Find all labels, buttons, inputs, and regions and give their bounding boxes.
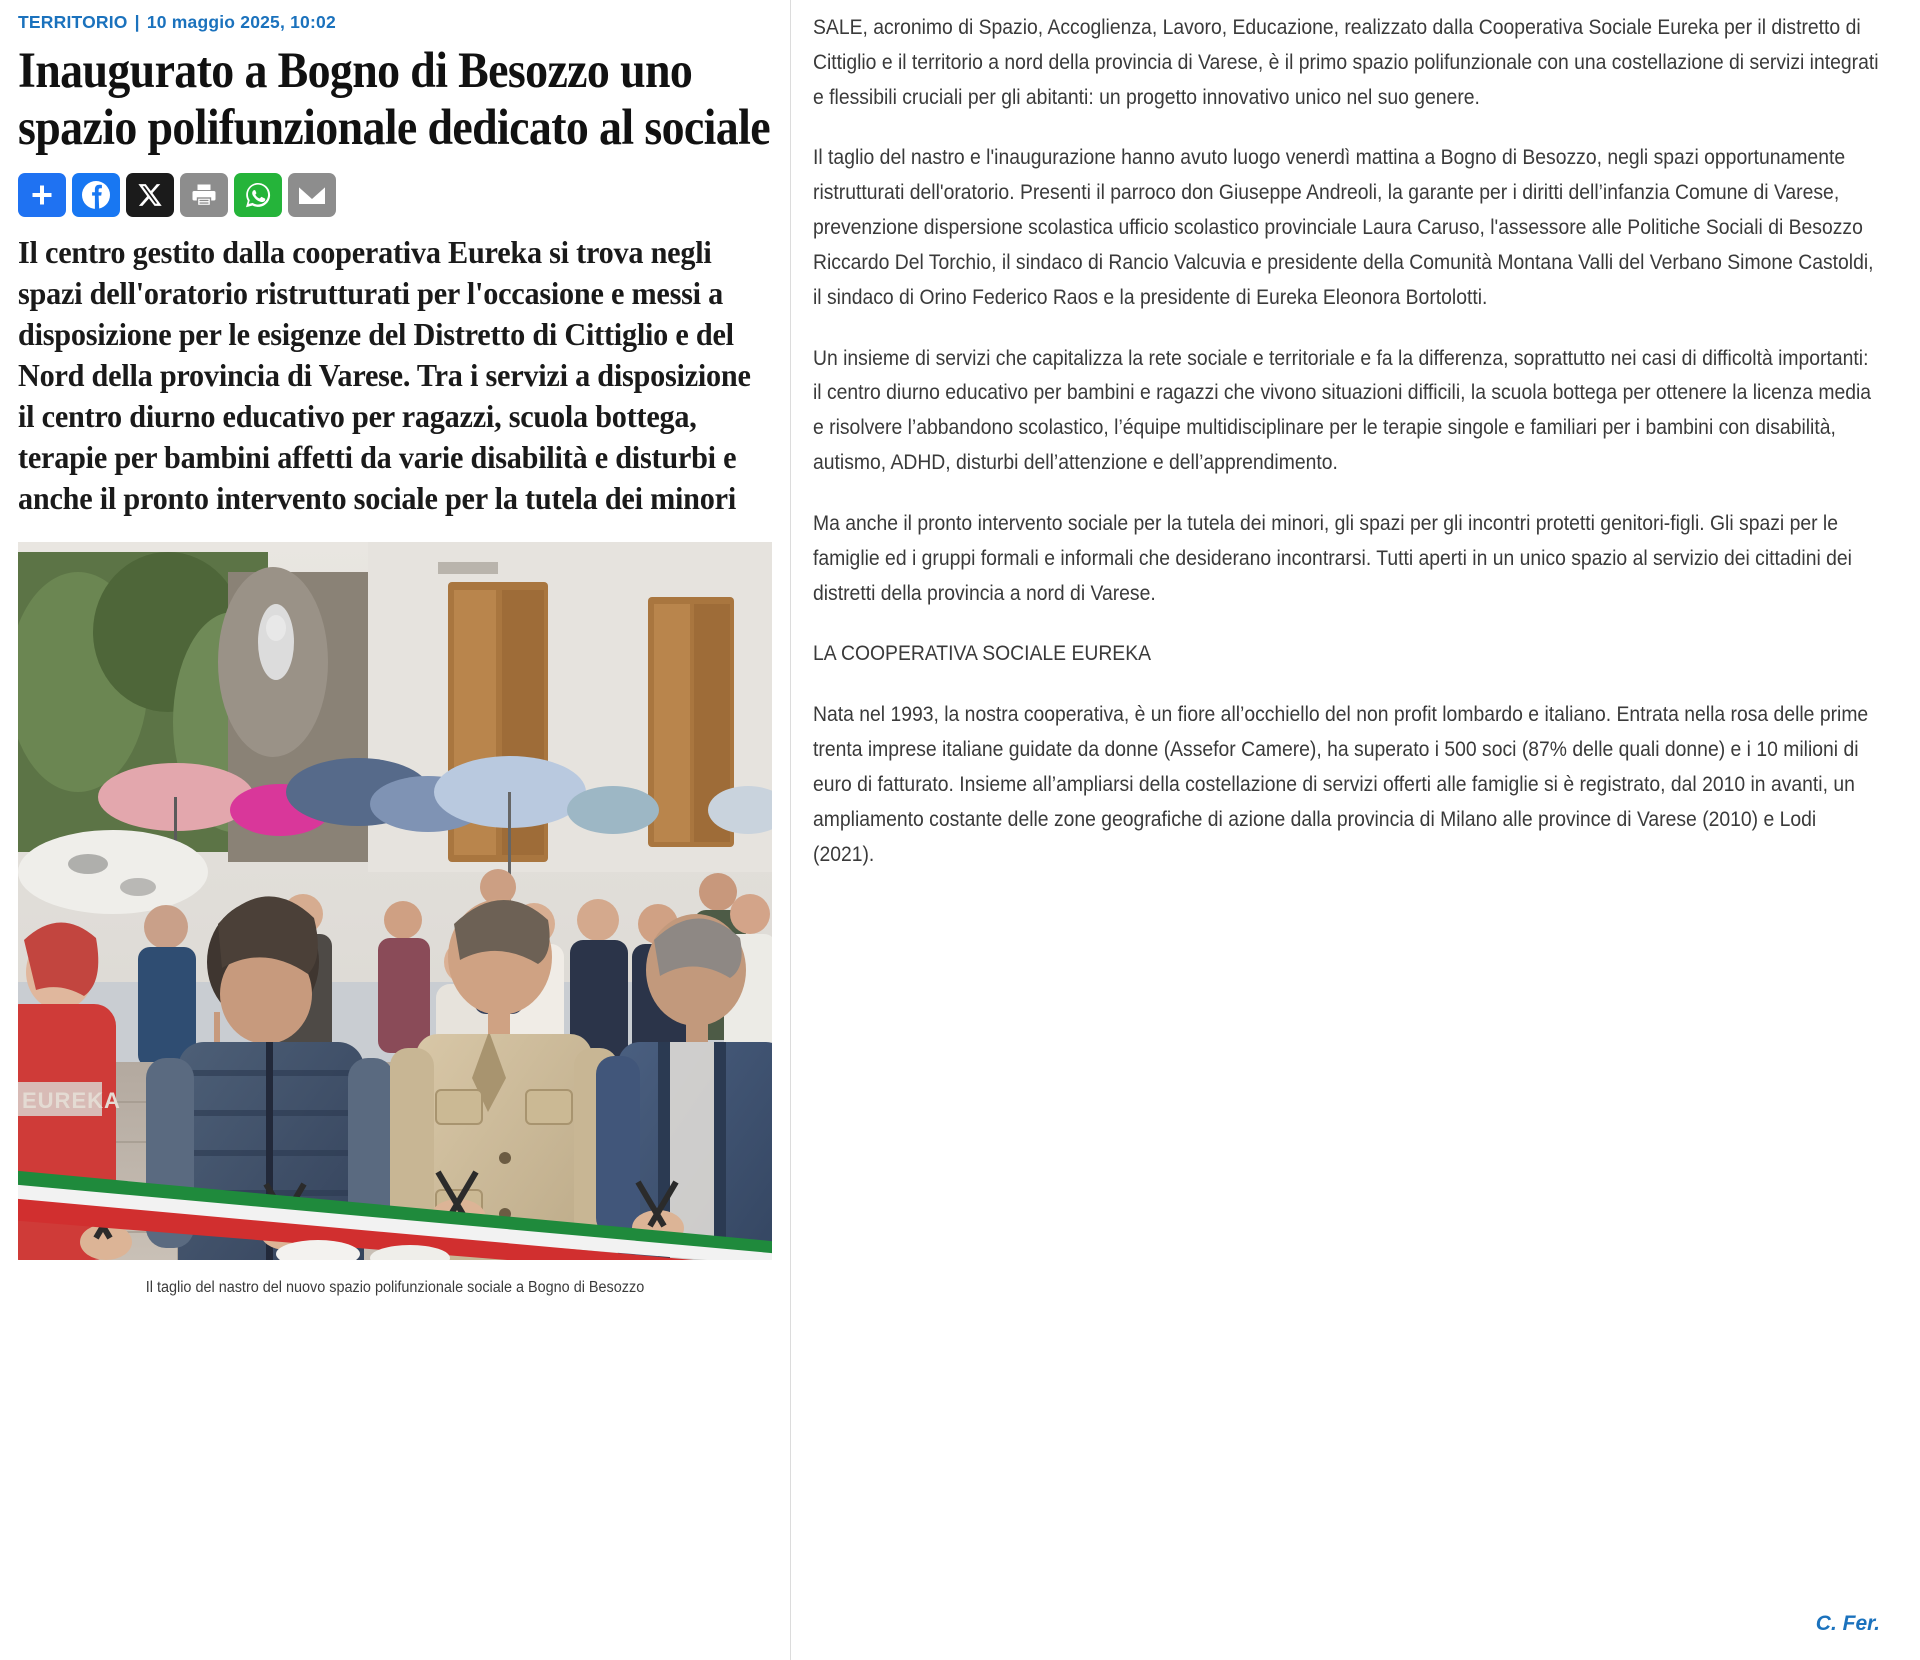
share-facebook-button[interactable] [72,173,120,217]
body-paragraph: Il taglio del nastro e l'inaugurazione hanno avuto luogo venerdì mattina a Bogno di Besozzo, negli spazi opportunamente ristrutturati dell'oratorio. Presenti il parroco don Giuseppe Andreoli, la garante per i diritti dell’infanzia Comune di Varese, prevenzione dispersione scolastica ufficio scolastico provinciale Laura Caruso, l'assessore alle Politiche Sociali di Besozzo Riccardo Del Torchio, il sindaco di Rancio Valcuvia e presidente della Comunità Montana Valli del Verbano Simone Castoldi, il sindaco di Orino Federico Raos e la presidente di Eureka Eleonora Bortolotti. [813,145,1874,309]
share-buttons-row [18,173,772,217]
whatsapp-icon [243,180,273,210]
plus-icon [29,182,55,208]
body-subheading: LA COOPERATIVA SOCIALE EUREKA [813,641,1152,666]
body-paragraph: Un insieme di servizi che capitalizza la rete sociale e territoriale e fa la differenza, soprattutto nei casi di difficoltà importanti: il centro diurno educativo per bambini e ragazzi che vivono situazioni difficili, la scuola bottega per ottenere la licenza media e risolvere l’abbandono scolastico, l’équipe multidisciplinare per le terapie singole e familiari per i bambini con disabilità, autismo, ADHD, disturbi dell’attenzione e dell’apprendimento. [813,345,1872,475]
article-left-column [0,0,790,1660]
body-paragraph: Ma anche il pronto intervento sociale per la tutela dei minori, gli spazi per gli incontri protetti genitori-figli. Gli spazi per le famiglie ed i gruppi formali e informali che desiderano incontrarsi. Tutti aperti in un unico spazio al servizio dei cittadini dei distretti della provincia a nord di Varese. [813,510,1852,605]
share-more-button[interactable] [18,173,66,217]
photo-image [18,542,772,1260]
article-kicker [18,12,772,33]
share-print-button[interactable] [180,173,228,217]
email-icon [297,183,327,207]
facebook-icon [80,179,112,211]
body-paragraph: SALE, acronimo di Spazio, Accoglienza, Lavoro, Educazione, realizzato dalla Cooperativa Sociale Eureka per il distretto di Cittiglio e il territorio a nord della provincia di Varese, è il primo spazio polifunzionale con una costellazione di servizi integrati e flessibili cruciali per gli abitanti: un progetto innovativo unico nel suo genere. [813,15,1879,109]
body-paragraph: Nata nel 1993, la nostra cooperativa, è un fiore all’occhiello del non profit lombardo e italiano. Entrata nella rosa delle prime trenta imprese italiane guidate da donne (Assefor Camere), ha superato i 500 soci (87% delle quali donne) e i 10 milioni di euro di fatturato. Insieme all’ampliarsi della costellazione di servizi offerti alle famiglie si è registrato, dal 2010 in avanti, un ampliamento costante delle zone geografiche di azione dalla provincia di Milano alle province di Varese (2010) e Lodi (2021). [813,702,1869,866]
article-right-column [790,0,1920,1660]
svg-text:EUREKA: EUREKA [22,1087,121,1113]
share-x-button[interactable] [126,173,174,217]
kicker-separator: | [134,12,140,32]
print-icon [190,182,218,208]
article-photo [18,542,772,1260]
article-byline: C. Fer. [1815,1612,1880,1635]
kicker-category[interactable]: TERRITORIO [18,12,128,32]
x-icon [137,182,163,208]
article-standfirst: Il centro gestito dalla cooperativa Eureka si trova negli spazi dell'oratorio ristrutturati per l'occasione e messi a disposizione per le esigenze del Distretto di Cittiglio e del Nord della provincia di Varese. Tra i servizi a disposizione il centro diurno educativo per ragazzi, scuola bottega, terapie per bambini affetti da varie disabilità e disturbi e anche il pronto intervento sociale per la tutela dei minori [18,235,751,516]
photo-caption: Il taglio del nastro del nuovo spazio polifunzionale sociale a Bogno di Besozzo [145,1278,645,1296]
share-whatsapp-button[interactable] [234,173,282,217]
page-title: Inaugurato a Bogno di Besozzo uno spazio polifunzionale dedicato al sociale [18,43,770,157]
kicker-date: 10 maggio 2025, 10:02 [146,12,336,32]
share-email-button[interactable] [288,173,336,217]
